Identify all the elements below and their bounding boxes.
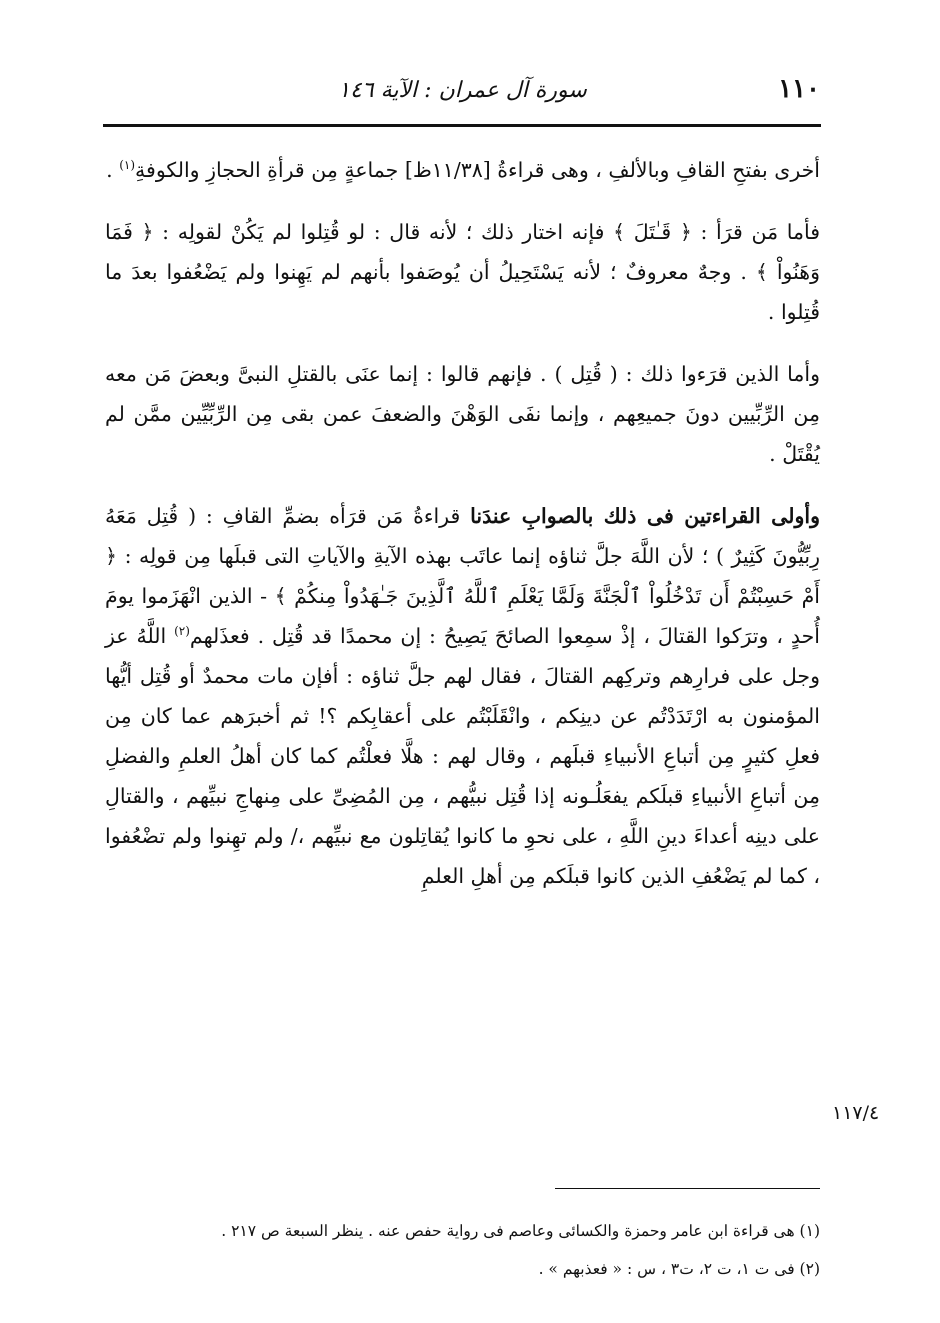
paragraph-4 <box>105 496 820 896</box>
footnotes <box>105 1212 820 1288</box>
paragraph-text: فأما مَن قرَأ : ﴿ قَـٰتَلَ ﴾ فإنه اختار ذلك ؛ لأنه قال : لو قُتِلوا لم يَكُنْ لقولِه : ﴿ فَمَا وَهَنُواْ ﴾ . وجهٌ معروفٌ ؛ لأنه يَسْتَحِيلُ أن يُوصَفوا بأنهم لم يَهِنوا ولم يَضْعُفوا بعدَ ما قُتِلوا . <box>105 220 820 324</box>
footnote-1: (١) هى قراءة ابن عامر وحمزة والكسائى وعاصم فى رواية حفص عنه . ينظر السبعة ص ٢١٧ . <box>221 1222 820 1240</box>
paragraph-2 <box>105 212 820 332</box>
main-text <box>105 150 820 896</box>
paragraph-bold-lead: وأولى القراءتين فى ذلك بالصوابِ عندَنا <box>470 504 820 528</box>
page-header <box>105 74 820 114</box>
paragraph-3 <box>105 354 820 474</box>
paragraph-1 <box>105 150 820 190</box>
header-divider <box>103 124 821 127</box>
paragraph-tail: اللَّهُ عز وجل على فرارِهم وتركِهم القتالَ ، فقال لهم جلَّ ثناؤه : أفإن مات محمدٌ أو قُتِل أيُّها المؤمنون به ارْتَدَدْتُم عن دينِكم ، وانْقَلَبْتُم على أعقابِكم ؟! ثم أخبرَهم عما كان مِن فعلِ كثيرٍ مِن أتباعِ الأنبياءِ قبلَهم ، وقال لهم : هلَّا فعلْتُم كما كان أهلُ العلمِ والفضلِ مِن أتباعِ الأنبياءِ قبلَكم يفعَلُـونه إذا قُتِل نبيُّهم ، مِن المُضِىِّ على مِنهاجِ نبيِّهم ، والقتالِ على دينِه أعداءَ دينِ اللَّهِ ، على نحوِ ما كانوا يُقاتِلون مع نبيِّهم ،/ ولم تهِنوا ولم تضْعُفوا ، كما لم يَضْعُفِ الذين كانوا قبلَكم مِن أهلِ العلمِ <box>105 624 820 888</box>
footnote-ref-2: (٢) <box>174 624 190 639</box>
footnote-ref-1: (١) <box>119 158 136 173</box>
margin-reference: ١١٧/٤ <box>832 1102 880 1124</box>
footnote-divider <box>555 1188 820 1189</box>
paragraph-text: أخرى بفتحِ القافِ وبالألفِ ، وهى قراءةُ [١١/٣٨ظ] جماعةٍ مِن قرأةِ الحجازِ والكوفةِ <box>135 158 820 182</box>
page-number: ١١٠ <box>778 74 820 104</box>
paragraph-tail: . <box>106 158 120 182</box>
paragraph-text: وأما الذين قرَءوا ذلك : ( قُتِل ) . فإنهم قالوا : إنما عنَى بالقتلِ النبىَّ وبعضَ مَن معه مِن الرِّبِّيين دونَ جميعِهم ، وإنما نفَى الوَهْنَ والضعفَ عمن بقى مِن الرِّبِّيِّين ممَّن لم يُقْتَلْ . <box>105 362 820 466</box>
paragraph-text: قراءةُ مَن قرَأه بضمِّ القافِ : ( قُتِل مَعَهُ رِبِّيُّونَ كَثِيرٌ ) ؛ لأن اللَّهَ جلَّ ثناؤه إنما عاتَب بهذه الآيةِ والآياتِ التى قبلَها مِن قولِه : ﴿ أَمْ حَسِبْتُمْ أَن تَدْخُلُواْ ٱلْجَنَّةَ وَلَمَّا يَعْلَمِ ٱللَّهُ ٱلَّذِينَ جَـٰهَدُواْ مِنكُمْ ﴾ - الذين انْهَزَموا يومَ أُحدٍ ، وترَكوا القتالَ ، إذْ سمِعوا الصائحَ يَصِيحُ : إن محمدًا قد قُتِل . فعذَلهم <box>105 504 820 648</box>
running-title: سورة آل عمران : الآية ١٤٦ <box>338 78 587 103</box>
footnote-2: (٢) فى ت ١، ت ٢، ت٣ ، س : « فعذبهم » . <box>538 1260 820 1278</box>
